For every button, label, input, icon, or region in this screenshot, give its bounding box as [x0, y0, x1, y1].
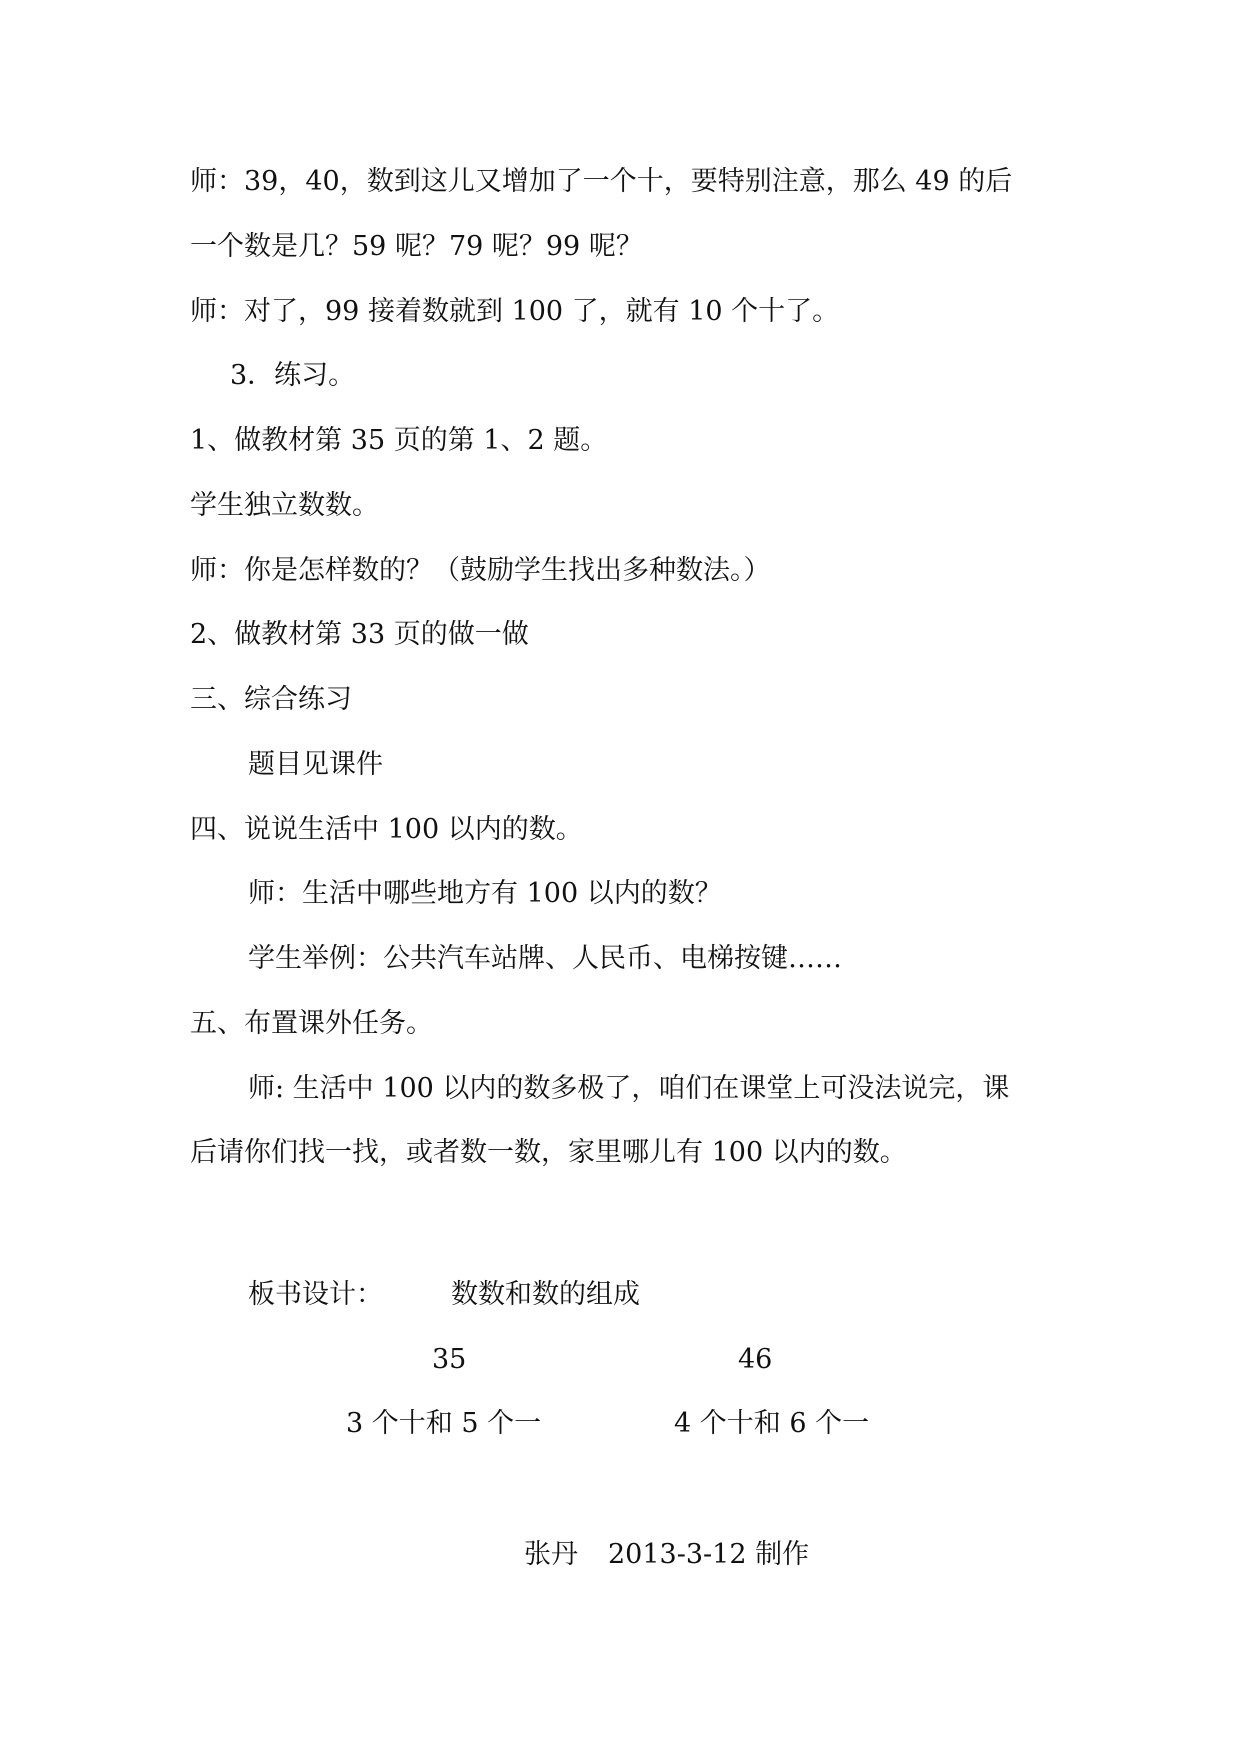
signature-author: 张丹	[524, 1539, 578, 1570]
text-line-exercise-2: 2、做教材第 33 页的做一做	[190, 619, 529, 650]
board-left-number: 35	[432, 1344, 467, 1375]
text-line-2: 一个数是几？59 呢？79 呢？99 呢？	[190, 231, 643, 262]
text-line-3: 师：对了，99 接着数就到 100 了，就有 10 个十了。	[190, 296, 840, 327]
section-heading-life-numbers: 四、说说生活中 100 以内的数。	[190, 814, 583, 845]
section-heading-comprehensive: 三、综合练习	[190, 684, 352, 715]
text-line-homework-cont: 后请你们找一找，或者数一数，家里哪儿有 100 以内的数。	[190, 1137, 907, 1168]
board-design-title: 数数和数的组成	[451, 1279, 640, 1310]
text-line-student-count: 学生独立数数。	[190, 490, 379, 521]
text-line-teacher-question: 师：你是怎样数的？（鼓励学生找出多种数法。）	[190, 555, 771, 586]
board-design-label: 板书设计：	[248, 1279, 383, 1310]
text-line-student-examples: 学生举例：公共汽车站牌、人民币、电梯按键……	[248, 943, 842, 974]
text-line-1: 师：39，40，数到这儿又增加了一个十，要特别注意，那么 49 的后	[190, 166, 1013, 197]
text-line-exercise-1: 1、做教材第 35 页的第 1、2 题。	[190, 425, 608, 456]
signature-date: 2013-3-12 制作	[608, 1539, 810, 1570]
text-line-teacher-life-question: 师：生活中哪些地方有 100 以内的数？	[248, 878, 722, 909]
board-left-composition: 3 个十和 5 个一	[346, 1408, 542, 1439]
section-heading-homework: 五、布置课外任务。	[190, 1008, 433, 1039]
board-design	[248, 1275, 640, 1315]
board-right-composition: 4 个十和 6 个一	[674, 1408, 870, 1439]
section-heading-practice: 3．练习。	[230, 360, 356, 391]
board-right-number: 46	[738, 1344, 773, 1375]
text-line-teacher-homework: 师: 生活中 100 以内的数多极了，咱们在课堂上可没法说完，课	[248, 1073, 1010, 1104]
text-line-courseware: 题目见课件	[248, 749, 383, 780]
signature	[524, 1535, 809, 1575]
